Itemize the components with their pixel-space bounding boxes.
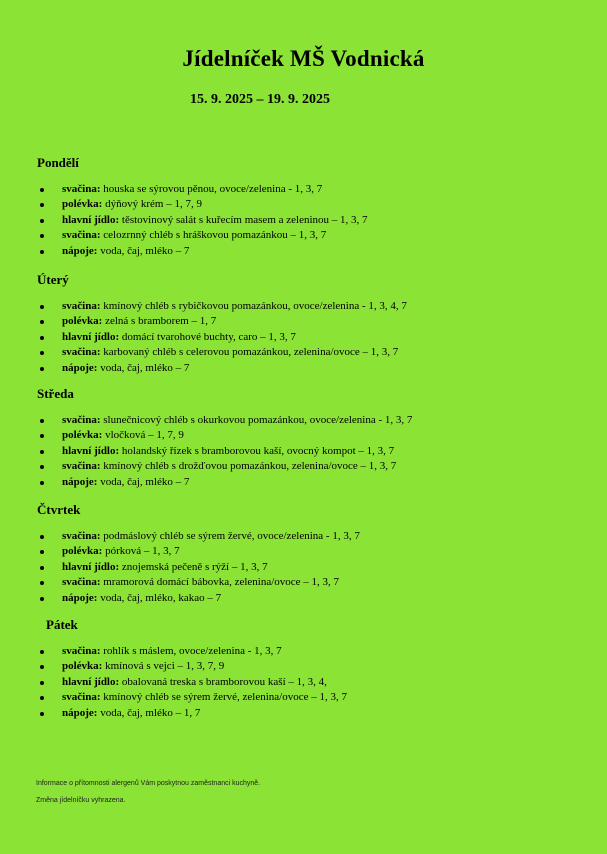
list-item xyxy=(38,659,347,674)
item-label: svačina: xyxy=(62,183,101,195)
item-text: domácí tvarohové buchty, caro – 1, 3, 7 xyxy=(119,330,296,343)
item-label: svačina: xyxy=(62,300,101,312)
item-label: nápoje: xyxy=(62,361,98,374)
list-item xyxy=(38,244,368,259)
item-text: voda, čaj, mléko, kakao – 7 xyxy=(97,591,222,604)
tuesday-menu-list xyxy=(38,299,407,376)
item-label: svačina: xyxy=(62,691,101,704)
item-text: karbovaný chléb s celerovou pomazánkou, zelenina/ovoce – 1, 3, 7 xyxy=(100,346,399,359)
page-title: Jídelníček MŠ Vodnická xyxy=(182,46,425,71)
item-label: hlavní jídlo: xyxy=(62,213,120,226)
item-text: celozrnný chléb s hráškovou pomazánkou – 1, 3, 7 xyxy=(100,229,327,242)
item-text: holandský řízek s bramborovou kaší, ovocný kompot – 1, 3, 7 xyxy=(119,444,395,457)
item-label: polévka: xyxy=(62,198,103,211)
item-label: hlavní jídlo: xyxy=(62,330,120,343)
item-label: nápoje: xyxy=(62,475,98,488)
day-heading-monday: Pondělí xyxy=(37,155,79,170)
item-label: hlavní jídlo: xyxy=(62,560,120,573)
list-item xyxy=(38,197,368,212)
list-item xyxy=(38,675,347,690)
list-item xyxy=(38,428,412,443)
friday-menu-list xyxy=(38,644,347,721)
item-label: svačina: xyxy=(62,460,101,473)
item-text: voda, čaj, mléko – 7 xyxy=(97,244,190,257)
list-item xyxy=(38,330,407,345)
list-item xyxy=(38,644,347,659)
date-range: 15. 9. 2025 – 19. 9. 2025 xyxy=(190,92,330,107)
item-label: svačina: xyxy=(62,414,101,426)
day-heading-tuesday: Úterý xyxy=(37,272,69,287)
item-text: podmáslový chléb se sýrem žervé, ovoce/zelenina - 1, 3, 7 xyxy=(100,530,360,542)
item-text: znojemská pečeně s rýží – 1, 3, 7 xyxy=(119,560,268,573)
item-label: nápoje: xyxy=(62,591,98,604)
item-label: polévka: xyxy=(62,429,103,442)
list-item xyxy=(38,459,412,474)
item-text: kmínový chléb se sýrem žervé, zelenina/ovoce – 1, 3, 7 xyxy=(100,691,348,704)
item-text: kmínový chléb s drožďovou pomazánkou, zelenina/ovoce – 1, 3, 7 xyxy=(100,460,397,473)
item-text: těstovinový salát s kuřecím masem a zeleninou – 1, 3, 7 xyxy=(119,213,368,226)
list-item xyxy=(38,345,407,360)
list-item xyxy=(38,690,347,705)
list-item xyxy=(38,213,368,228)
item-text: mramorová domácí bábovka, zelenina/ovoce – 1, 3, 7 xyxy=(100,576,340,589)
list-item xyxy=(38,529,360,544)
list-item xyxy=(38,544,360,559)
item-label: polévka: xyxy=(62,315,103,328)
item-text: slunečnicový chléb s okurkovou pomazánkou, ovoce/zelenina - 1, 3, 7 xyxy=(100,414,413,426)
item-text: voda, čaj, mléko – 7 xyxy=(97,475,190,488)
list-item xyxy=(38,413,412,428)
item-label: polévka: xyxy=(62,545,103,558)
thursday-menu-list xyxy=(38,529,360,606)
item-label: hlavní jídlo: xyxy=(62,675,120,688)
item-text: voda, čaj, mléko – 7 xyxy=(97,361,190,374)
item-label: polévka: xyxy=(62,660,103,673)
list-item xyxy=(38,475,412,490)
list-item xyxy=(38,591,360,606)
list-item xyxy=(38,314,407,329)
day-heading-thursday: Čtvrtek xyxy=(37,502,81,517)
list-item xyxy=(38,182,368,197)
item-text: kmínová s vejci – 1, 3, 7, 9 xyxy=(102,660,225,673)
item-text: rohlík s máslem, ovoce/zelenina - 1, 3, 7 xyxy=(100,645,282,657)
item-label: svačina: xyxy=(62,346,101,359)
item-label: svačina: xyxy=(62,576,101,589)
list-item xyxy=(38,444,412,459)
item-label: svačina: xyxy=(62,229,101,242)
item-text: zelná s bramborem – 1, 7 xyxy=(102,315,217,328)
item-text: voda, čaj, mléko – 1, 7 xyxy=(97,706,201,719)
item-text: kmínový chléb s rybičkovou pomazánkou, ovoce/zelenina - 1, 3, 4, 7 xyxy=(100,300,407,312)
list-item xyxy=(38,560,360,575)
day-heading-wednesday: Středa xyxy=(37,386,74,401)
wednesday-menu-list xyxy=(38,413,412,490)
item-label: nápoje: xyxy=(62,706,98,719)
list-item xyxy=(38,575,360,590)
item-label: svačina: xyxy=(62,530,101,542)
day-heading-friday: Pátek xyxy=(46,617,78,632)
item-text: pórková – 1, 3, 7 xyxy=(102,545,180,558)
list-item xyxy=(38,299,407,314)
item-label: hlavní jídlo: xyxy=(62,444,120,457)
list-item xyxy=(38,361,407,376)
item-text: houska se sýrovou pěnou, ovoce/zelenina - 1, 3, 7 xyxy=(100,183,323,195)
allergen-notice: Informace o přítomnosti alergenů Vám poskytnou zaměstnanci kuchyně. xyxy=(36,780,261,787)
monday-menu-list xyxy=(38,182,368,259)
item-text: obalovaná treska s bramborovou kaší – 1, 3, 4, xyxy=(119,675,327,688)
list-item xyxy=(38,228,368,243)
item-label: nápoje: xyxy=(62,244,98,257)
change-notice: Změna jídelníčku vyhrazena. xyxy=(36,797,126,804)
item-text: vločková – 1, 7, 9 xyxy=(102,429,184,442)
item-text: dýňový krém – 1, 7, 9 xyxy=(102,198,202,211)
item-label: svačina: xyxy=(62,645,101,657)
list-item xyxy=(38,706,347,721)
